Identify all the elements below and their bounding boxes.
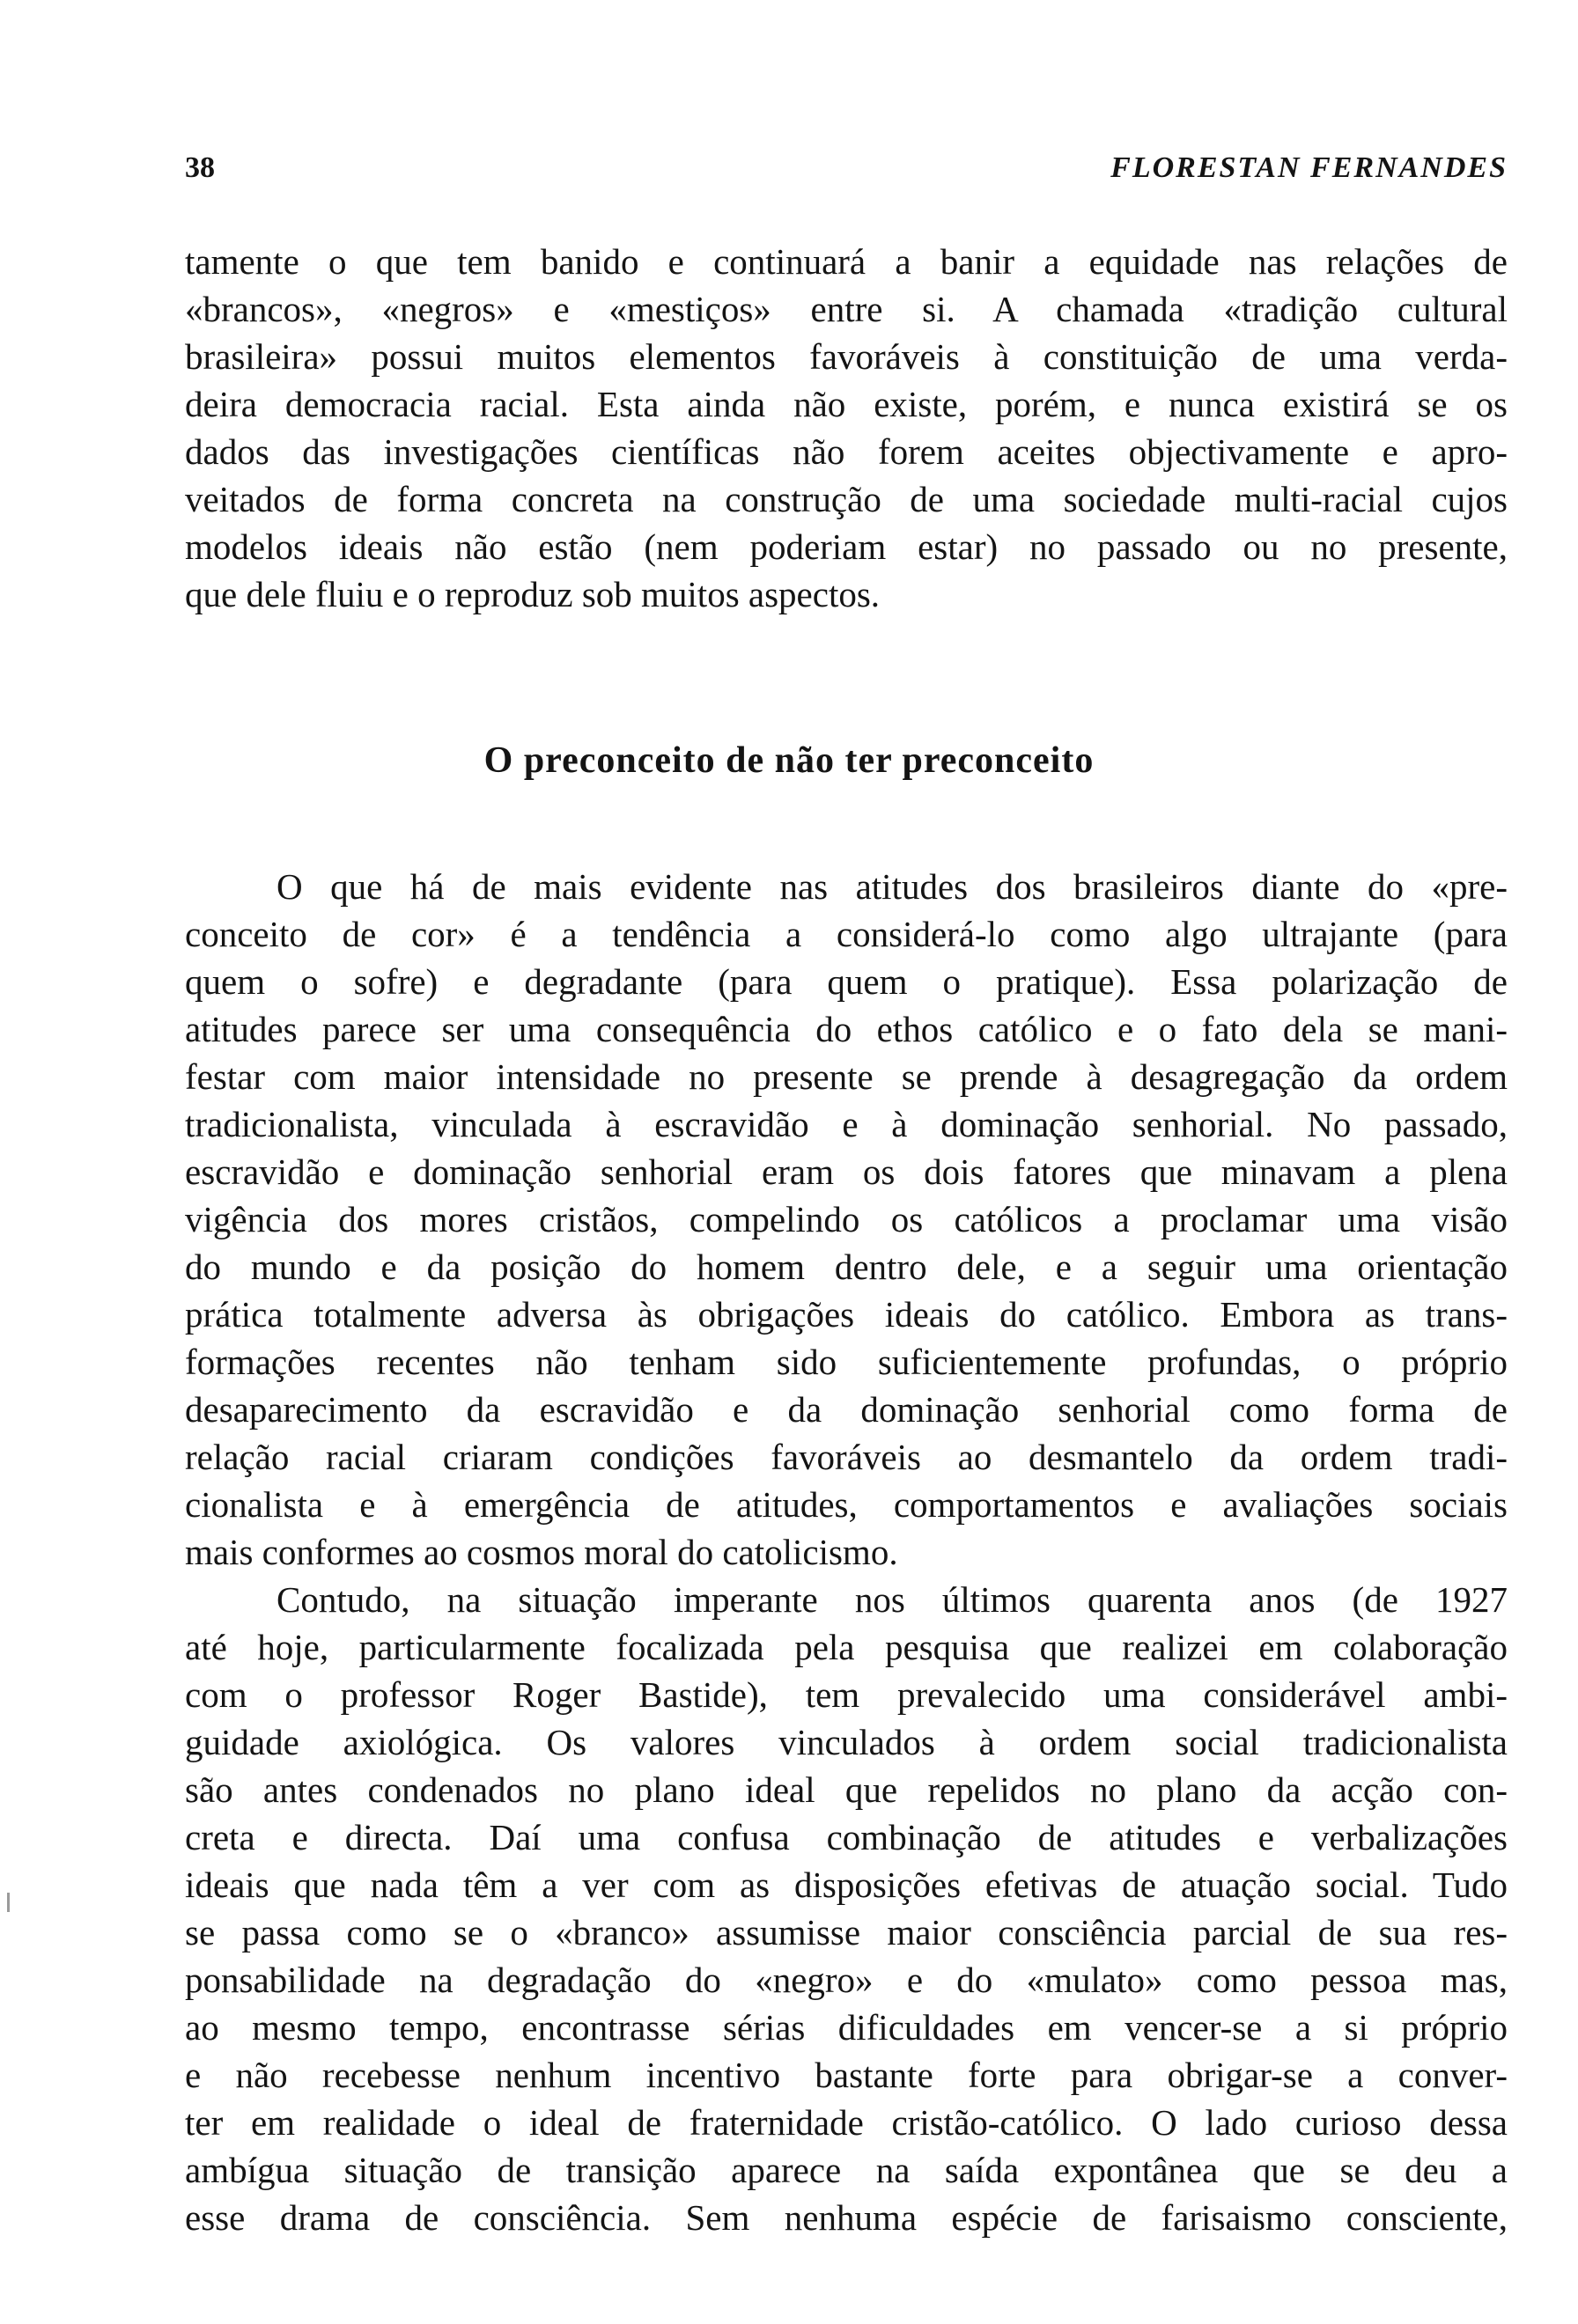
section-title: O preconceito de não ter preconceito xyxy=(483,740,1095,781)
text-line: quem o sofre) e degradante (para quem o pratique). Essa polarização de xyxy=(185,961,1508,1002)
text-line: e não recebesse nenhum incentivo bastante forte para obrigar-se a conver- xyxy=(185,2055,1508,2095)
text-line: com o professor Roger Bastide), tem prevalecido uma considerável ambi- xyxy=(185,1674,1508,1715)
text-line: são antes condenados no plano ideal que repelidos no plano da acção con- xyxy=(185,1769,1508,1810)
text-line: esse drama de consciência. Sem nenhuma espécie de farisaismo consciente, xyxy=(185,2197,1508,2238)
text-line: ter em realidade o ideal de fraternidade cristão-católico. O lado curioso dessa xyxy=(185,2102,1508,2143)
text-line: O que há de mais evidente nas atitudes dos brasileiros diante do «pre- xyxy=(277,866,1508,907)
text-line: do mundo e da posição do homem dentro dele, e a seguir uma orientação xyxy=(185,1247,1508,1287)
text-line: tamente o que tem banido e continuará a banir a equidade nas relações de xyxy=(185,241,1508,282)
section-body xyxy=(185,863,1508,2241)
text-line: formações recentes não tenham sido suficientemente profundas, o próprio xyxy=(185,1342,1508,1382)
text-line: «brancos», «negros» e «mestiços» entre si. A chamada «tradição cultural xyxy=(185,289,1508,329)
text-line: festar com maior intensidade no presente se prende à desagregação da ordem xyxy=(185,1056,1508,1097)
scan-mark xyxy=(7,1893,10,1912)
text-line: que dele fluiu e o reproduz sob muitos aspectos. xyxy=(185,574,881,614)
text-line: dados das investigações científicas não forem aceites objectivamente e apro- xyxy=(185,431,1508,472)
text-line: prática totalmente adversa às obrigações ideais do católico. Embora as trans- xyxy=(185,1294,1508,1335)
text-line: vigência dos mores cristãos, compelindo os católicos a proclamar uma visão xyxy=(185,1199,1508,1239)
text-line: desaparecimento da escravidão e da dominação senhorial como forma de xyxy=(185,1389,1508,1430)
text-line: ideais que nada têm a ver com as disposições efetivas de atuação social. Tudo xyxy=(185,1864,1508,1905)
paragraph-1 xyxy=(185,238,1508,618)
running-head: FLORESTAN FERNANDES xyxy=(1110,151,1508,184)
text-line: tradicionalista, vinculada à escravidão e à dominação senhorial. No passado, xyxy=(185,1104,1508,1144)
text-line: modelos ideais não estão (nem poderiam estar) no passado ou no presente, xyxy=(185,526,1508,567)
text-line: brasileira» possui muitos elementos favoráveis à constituição de uma verda- xyxy=(185,336,1508,377)
text-line: conceito de cor» é a tendência a considerá-lo como algo ultrajante (para xyxy=(185,914,1508,954)
text-line: até hoje, particularmente focalizada pela pesquisa que realizei em colaboração xyxy=(185,1627,1508,1667)
text-line: veitados de forma concreta na construção de uma sociedade multi-racial cujos xyxy=(185,479,1508,519)
text-line: atitudes parece ser uma consequência do ethos católico e o fato dela se mani- xyxy=(185,1009,1508,1049)
text-line: guidade axiológica. Os valores vinculados à ordem social tradicionalista xyxy=(185,1722,1508,1762)
text-line: creta e directa. Daí uma confusa combinação de atitudes e verbalizações xyxy=(185,1817,1508,1857)
text-line: ambígua situação de transição aparece na saída expontânea que se deu a xyxy=(185,2150,1508,2190)
text-line: escravidão e dominação senhorial eram os dois fatores que minavam a plena xyxy=(185,1151,1508,1192)
text-line: relação racial criaram condições favoráveis ao desmantelo da ordem tradi- xyxy=(185,1437,1508,1477)
page-header xyxy=(185,151,1508,190)
page-number: 38 xyxy=(185,151,215,184)
text-line: deira democracia racial. Esta ainda não existe, porém, e nunca existirá se os xyxy=(185,384,1508,424)
text-line: Contudo, na situação imperante nos últimos quarenta anos (de 1927 xyxy=(277,1579,1508,1620)
text-line: cionalista e à emergência de atitudes, comportamentos e avaliações sociais xyxy=(185,1484,1508,1525)
text-line: ao mesmo tempo, encontrasse sérias dificuldades em vencer-se a si próprio xyxy=(185,2007,1508,2048)
text-line: ponsabilidade na degradação do «negro» e do «mulato» como pessoa mas, xyxy=(185,1960,1508,2000)
text-line: se passa como se o «branco» assumisse maior consciência parcial de sua res- xyxy=(185,1912,1508,1953)
text-line: mais conformes ao cosmos moral do catolicismo. xyxy=(185,1532,898,1572)
